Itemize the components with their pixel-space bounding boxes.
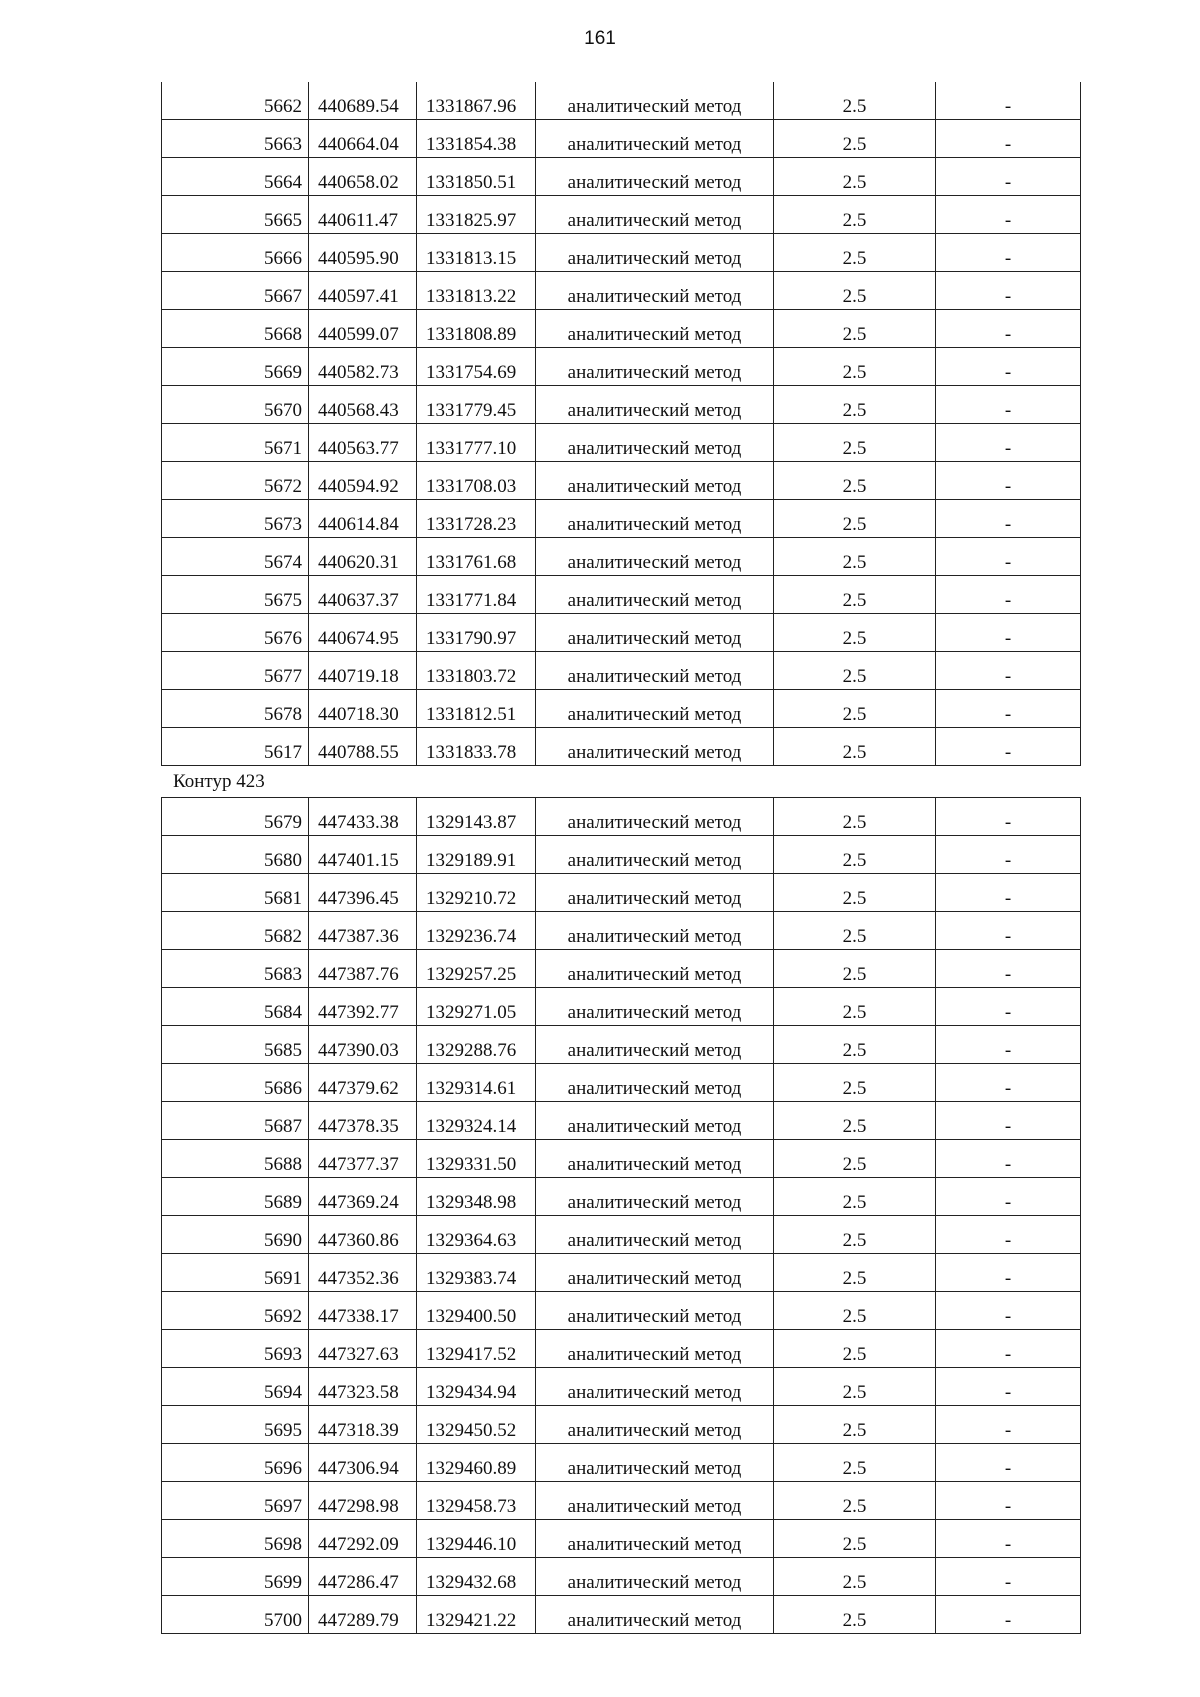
note-cell: - (936, 576, 1081, 614)
y-coordinate-cell: 1331812.51 (417, 690, 536, 728)
table-row (162, 1558, 1081, 1596)
method-cell: аналитический метод (536, 158, 774, 196)
accuracy-cell: 2.5 (774, 1520, 936, 1558)
method-cell: аналитический метод (536, 576, 774, 614)
point-number-cell: 5676 (162, 614, 309, 652)
note-cell: - (936, 234, 1081, 272)
table-row (162, 836, 1081, 874)
method-cell: аналитический метод (536, 950, 774, 988)
note-cell: - (936, 424, 1081, 462)
table-row (162, 234, 1081, 272)
point-number-cell: 5675 (162, 576, 309, 614)
x-coordinate-cell: 447306.94 (309, 1444, 417, 1482)
accuracy-cell: 2.5 (774, 234, 936, 272)
note-cell: - (936, 1444, 1081, 1482)
note-cell: - (936, 1026, 1081, 1064)
x-coordinate-cell: 440718.30 (309, 690, 417, 728)
note-cell: - (936, 158, 1081, 196)
point-number-cell: 5682 (162, 912, 309, 950)
y-coordinate-cell: 1331850.51 (417, 158, 536, 196)
accuracy-cell: 2.5 (774, 576, 936, 614)
accuracy-cell: 2.5 (774, 1596, 936, 1634)
point-number-cell: 5689 (162, 1178, 309, 1216)
y-coordinate-cell: 1329432.68 (417, 1558, 536, 1596)
x-coordinate-cell: 440563.77 (309, 424, 417, 462)
y-coordinate-cell: 1329189.91 (417, 836, 536, 874)
table-row (162, 950, 1081, 988)
note-cell: - (936, 874, 1081, 912)
x-coordinate-cell: 447360.86 (309, 1216, 417, 1254)
method-cell: аналитический метод (536, 1596, 774, 1634)
x-coordinate-cell: 440674.95 (309, 614, 417, 652)
y-coordinate-cell: 1331813.15 (417, 234, 536, 272)
note-cell: - (936, 1140, 1081, 1178)
method-cell: аналитический метод (536, 652, 774, 690)
note-cell: - (936, 950, 1081, 988)
accuracy-cell: 2.5 (774, 950, 936, 988)
y-coordinate-cell: 1329458.73 (417, 1482, 536, 1520)
y-coordinate-cell: 1331808.89 (417, 310, 536, 348)
x-coordinate-cell: 440568.43 (309, 386, 417, 424)
y-coordinate-cell: 1329450.52 (417, 1406, 536, 1444)
x-coordinate-cell: 447396.45 (309, 874, 417, 912)
accuracy-cell: 2.5 (774, 82, 936, 120)
accuracy-cell: 2.5 (774, 690, 936, 728)
x-coordinate-cell: 447379.62 (309, 1064, 417, 1102)
note-cell: - (936, 310, 1081, 348)
point-number-cell: 5687 (162, 1102, 309, 1140)
y-coordinate-cell: 1329143.87 (417, 798, 536, 836)
x-coordinate-cell: 440594.92 (309, 462, 417, 500)
point-number-cell: 5666 (162, 234, 309, 272)
method-cell: аналитический метод (536, 1102, 774, 1140)
x-coordinate-cell: 440597.41 (309, 272, 417, 310)
point-number-cell: 5685 (162, 1026, 309, 1064)
y-coordinate-cell: 1329364.63 (417, 1216, 536, 1254)
accuracy-cell: 2.5 (774, 538, 936, 576)
table-row (162, 1406, 1081, 1444)
point-number-cell: 5700 (162, 1596, 309, 1634)
y-coordinate-cell: 1331803.72 (417, 652, 536, 690)
accuracy-cell: 2.5 (774, 652, 936, 690)
table-row (162, 1368, 1081, 1406)
x-coordinate-cell: 447298.98 (309, 1482, 417, 1520)
method-cell: аналитический метод (536, 614, 774, 652)
note-cell: - (936, 1558, 1081, 1596)
accuracy-cell: 2.5 (774, 462, 936, 500)
coordinates-table-contour (161, 797, 1081, 1634)
x-coordinate-cell: 447390.03 (309, 1026, 417, 1064)
accuracy-cell: 2.5 (774, 1368, 936, 1406)
accuracy-cell: 2.5 (774, 158, 936, 196)
note-cell: - (936, 1064, 1081, 1102)
y-coordinate-cell: 1329400.50 (417, 1292, 536, 1330)
point-number-cell: 5665 (162, 196, 309, 234)
y-coordinate-cell: 1329271.05 (417, 988, 536, 1026)
y-coordinate-cell: 1329446.10 (417, 1520, 536, 1558)
x-coordinate-cell: 440689.54 (309, 82, 417, 120)
y-coordinate-cell: 1331854.38 (417, 120, 536, 158)
point-number-cell: 5683 (162, 950, 309, 988)
note-cell: - (936, 1368, 1081, 1406)
note-cell: - (936, 1406, 1081, 1444)
accuracy-cell: 2.5 (774, 500, 936, 538)
point-number-cell: 5684 (162, 988, 309, 1026)
method-cell: аналитический метод (536, 690, 774, 728)
table-row (162, 538, 1081, 576)
method-cell: аналитический метод (536, 120, 774, 158)
method-cell: аналитический метод (536, 424, 774, 462)
accuracy-cell: 2.5 (774, 1064, 936, 1102)
x-coordinate-cell: 440719.18 (309, 652, 417, 690)
note-cell: - (936, 836, 1081, 874)
method-cell: аналитический метод (536, 196, 774, 234)
y-coordinate-cell: 1331825.97 (417, 196, 536, 234)
y-coordinate-cell: 1331790.97 (417, 614, 536, 652)
note-cell: - (936, 1520, 1081, 1558)
point-number-cell: 5668 (162, 310, 309, 348)
table-row (162, 1482, 1081, 1520)
method-cell: аналитический метод (536, 912, 774, 950)
method-cell: аналитический метод (536, 82, 774, 120)
note-cell: - (936, 1178, 1081, 1216)
y-coordinate-cell: 1331708.03 (417, 462, 536, 500)
table-row (162, 196, 1081, 234)
table-row (162, 652, 1081, 690)
accuracy-cell: 2.5 (774, 1026, 936, 1064)
y-coordinate-cell: 1329348.98 (417, 1178, 536, 1216)
x-coordinate-cell: 447401.15 (309, 836, 417, 874)
method-cell: аналитический метод (536, 1330, 774, 1368)
note-cell: - (936, 728, 1081, 766)
method-cell: аналитический метод (536, 1558, 774, 1596)
y-coordinate-cell: 1331779.45 (417, 386, 536, 424)
note-cell: - (936, 1482, 1081, 1520)
table-row (162, 1026, 1081, 1064)
note-cell: - (936, 1292, 1081, 1330)
method-cell: аналитический метод (536, 798, 774, 836)
x-coordinate-cell: 440620.31 (309, 538, 417, 576)
x-coordinate-cell: 447286.47 (309, 1558, 417, 1596)
x-coordinate-cell: 447327.63 (309, 1330, 417, 1368)
note-cell: - (936, 386, 1081, 424)
accuracy-cell: 2.5 (774, 912, 936, 950)
accuracy-cell: 2.5 (774, 798, 936, 836)
table-row (162, 1596, 1081, 1634)
note-cell: - (936, 1216, 1081, 1254)
x-coordinate-cell: 440599.07 (309, 310, 417, 348)
accuracy-cell: 2.5 (774, 1444, 936, 1482)
method-cell: аналитический метод (536, 1482, 774, 1520)
x-coordinate-cell: 447323.58 (309, 1368, 417, 1406)
note-cell: - (936, 652, 1081, 690)
y-coordinate-cell: 1329460.89 (417, 1444, 536, 1482)
table-row (162, 798, 1081, 836)
table-row (162, 988, 1081, 1026)
method-cell: аналитический метод (536, 1406, 774, 1444)
point-number-cell: 5672 (162, 462, 309, 500)
table-row (162, 1140, 1081, 1178)
x-coordinate-cell: 447289.79 (309, 1596, 417, 1634)
coordinates-table (161, 82, 1081, 766)
point-number-cell: 5690 (162, 1216, 309, 1254)
note-cell: - (936, 798, 1081, 836)
x-coordinate-cell: 447392.77 (309, 988, 417, 1026)
method-cell: аналитический метод (536, 728, 774, 766)
accuracy-cell: 2.5 (774, 1292, 936, 1330)
table-row (162, 386, 1081, 424)
x-coordinate-cell: 447377.37 (309, 1140, 417, 1178)
point-number-cell: 5677 (162, 652, 309, 690)
table-row (162, 1330, 1081, 1368)
point-number-cell: 5696 (162, 1444, 309, 1482)
table-row (162, 348, 1081, 386)
x-coordinate-cell: 440658.02 (309, 158, 417, 196)
point-number-cell: 5692 (162, 1292, 309, 1330)
point-number-cell: 5671 (162, 424, 309, 462)
table-row (162, 158, 1081, 196)
y-coordinate-cell: 1329324.14 (417, 1102, 536, 1140)
table-row (162, 614, 1081, 652)
method-cell: аналитический метод (536, 500, 774, 538)
accuracy-cell: 2.5 (774, 874, 936, 912)
method-cell: аналитический метод (536, 1292, 774, 1330)
table-row (162, 1520, 1081, 1558)
y-coordinate-cell: 1329383.74 (417, 1254, 536, 1292)
table-row (162, 1292, 1081, 1330)
method-cell: аналитический метод (536, 310, 774, 348)
point-number-cell: 5617 (162, 728, 309, 766)
accuracy-cell: 2.5 (774, 1102, 936, 1140)
x-coordinate-cell: 440664.04 (309, 120, 417, 158)
x-coordinate-cell: 440611.47 (309, 196, 417, 234)
point-number-cell: 5674 (162, 538, 309, 576)
note-cell: - (936, 1102, 1081, 1140)
y-coordinate-cell: 1331771.84 (417, 576, 536, 614)
y-coordinate-cell: 1329331.50 (417, 1140, 536, 1178)
point-number-cell: 5667 (162, 272, 309, 310)
method-cell: аналитический метод (536, 386, 774, 424)
y-coordinate-cell: 1329236.74 (417, 912, 536, 950)
table-row (162, 82, 1081, 120)
x-coordinate-cell: 447292.09 (309, 1520, 417, 1558)
y-coordinate-cell: 1331728.23 (417, 500, 536, 538)
y-coordinate-cell: 1331754.69 (417, 348, 536, 386)
table-row (162, 462, 1081, 500)
method-cell: аналитический метод (536, 836, 774, 874)
note-cell: - (936, 1254, 1081, 1292)
point-number-cell: 5664 (162, 158, 309, 196)
x-coordinate-cell: 440582.73 (309, 348, 417, 386)
accuracy-cell: 2.5 (774, 120, 936, 158)
point-number-cell: 5662 (162, 82, 309, 120)
note-cell: - (936, 272, 1081, 310)
point-number-cell: 5681 (162, 874, 309, 912)
point-number-cell: 5678 (162, 690, 309, 728)
point-number-cell: 5693 (162, 1330, 309, 1368)
y-coordinate-cell: 1331777.10 (417, 424, 536, 462)
method-cell: аналитический метод (536, 1140, 774, 1178)
note-cell: - (936, 614, 1081, 652)
point-number-cell: 5670 (162, 386, 309, 424)
x-coordinate-cell: 440614.84 (309, 500, 417, 538)
method-cell: аналитический метод (536, 272, 774, 310)
note-cell: - (936, 690, 1081, 728)
method-cell: аналитический метод (536, 1026, 774, 1064)
x-coordinate-cell: 447433.38 (309, 798, 417, 836)
method-cell: аналитический метод (536, 1444, 774, 1482)
note-cell: - (936, 538, 1081, 576)
note-cell: - (936, 120, 1081, 158)
y-coordinate-cell: 1329421.22 (417, 1596, 536, 1634)
table-row (162, 1064, 1081, 1102)
table-row (162, 1178, 1081, 1216)
note-cell: - (936, 462, 1081, 500)
accuracy-cell: 2.5 (774, 1216, 936, 1254)
x-coordinate-cell: 447387.36 (309, 912, 417, 950)
method-cell: аналитический метод (536, 1368, 774, 1406)
y-coordinate-cell: 1329434.94 (417, 1368, 536, 1406)
note-cell: - (936, 988, 1081, 1026)
y-coordinate-cell: 1331833.78 (417, 728, 536, 766)
method-cell: аналитический метод (536, 462, 774, 500)
point-number-cell: 5673 (162, 500, 309, 538)
point-number-cell: 5688 (162, 1140, 309, 1178)
x-coordinate-cell: 440637.37 (309, 576, 417, 614)
table-row (162, 874, 1081, 912)
note-cell: - (936, 348, 1081, 386)
method-cell: аналитический метод (536, 538, 774, 576)
method-cell: аналитический метод (536, 348, 774, 386)
accuracy-cell: 2.5 (774, 1178, 936, 1216)
point-number-cell: 5663 (162, 120, 309, 158)
accuracy-cell: 2.5 (774, 1330, 936, 1368)
table-row (162, 272, 1081, 310)
accuracy-cell: 2.5 (774, 424, 936, 462)
accuracy-cell: 2.5 (774, 272, 936, 310)
x-coordinate-cell: 447387.76 (309, 950, 417, 988)
note-cell: - (936, 912, 1081, 950)
table-row (162, 1102, 1081, 1140)
table-row (162, 690, 1081, 728)
x-coordinate-cell: 447318.39 (309, 1406, 417, 1444)
contour-label: Контур 423 (173, 771, 265, 792)
point-number-cell: 5699 (162, 1558, 309, 1596)
x-coordinate-cell: 447352.36 (309, 1254, 417, 1292)
y-coordinate-cell: 1329257.25 (417, 950, 536, 988)
y-coordinate-cell: 1329417.52 (417, 1330, 536, 1368)
accuracy-cell: 2.5 (774, 310, 936, 348)
table-row (162, 1216, 1081, 1254)
point-number-cell: 5669 (162, 348, 309, 386)
y-coordinate-cell: 1331761.68 (417, 538, 536, 576)
note-cell: - (936, 500, 1081, 538)
table-row (162, 912, 1081, 950)
x-coordinate-cell: 440788.55 (309, 728, 417, 766)
y-coordinate-cell: 1329210.72 (417, 874, 536, 912)
accuracy-cell: 2.5 (774, 728, 936, 766)
table-row (162, 120, 1081, 158)
table-row (162, 728, 1081, 766)
method-cell: аналитический метод (536, 874, 774, 912)
method-cell: аналитический метод (536, 988, 774, 1026)
method-cell: аналитический метод (536, 1520, 774, 1558)
accuracy-cell: 2.5 (774, 1482, 936, 1520)
method-cell: аналитический метод (536, 1178, 774, 1216)
x-coordinate-cell: 447369.24 (309, 1178, 417, 1216)
point-number-cell: 5691 (162, 1254, 309, 1292)
y-coordinate-cell: 1329314.61 (417, 1064, 536, 1102)
note-cell: - (936, 1596, 1081, 1634)
point-number-cell: 5698 (162, 1520, 309, 1558)
note-cell: - (936, 82, 1081, 120)
accuracy-cell: 2.5 (774, 614, 936, 652)
y-coordinate-cell: 1331813.22 (417, 272, 536, 310)
note-cell: - (936, 196, 1081, 234)
table-row (162, 500, 1081, 538)
method-cell: аналитический метод (536, 1254, 774, 1292)
point-number-cell: 5695 (162, 1406, 309, 1444)
method-cell: аналитический метод (536, 1216, 774, 1254)
table-row (162, 1444, 1081, 1482)
table-row (162, 310, 1081, 348)
point-number-cell: 5686 (162, 1064, 309, 1102)
x-coordinate-cell: 440595.90 (309, 234, 417, 272)
note-cell: - (936, 1330, 1081, 1368)
accuracy-cell: 2.5 (774, 988, 936, 1026)
method-cell: аналитический метод (536, 234, 774, 272)
point-number-cell: 5694 (162, 1368, 309, 1406)
point-number-cell: 5680 (162, 836, 309, 874)
accuracy-cell: 2.5 (774, 836, 936, 874)
x-coordinate-cell: 447378.35 (309, 1102, 417, 1140)
accuracy-cell: 2.5 (774, 196, 936, 234)
point-number-cell: 5679 (162, 798, 309, 836)
table-row (162, 424, 1081, 462)
y-coordinate-cell: 1329288.76 (417, 1026, 536, 1064)
accuracy-cell: 2.5 (774, 348, 936, 386)
accuracy-cell: 2.5 (774, 1558, 936, 1596)
table-row (162, 576, 1081, 614)
accuracy-cell: 2.5 (774, 386, 936, 424)
page-number: 161 (584, 28, 616, 49)
method-cell: аналитический метод (536, 1064, 774, 1102)
x-coordinate-cell: 447338.17 (309, 1292, 417, 1330)
y-coordinate-cell: 1331867.96 (417, 82, 536, 120)
point-number-cell: 5697 (162, 1482, 309, 1520)
table-row (162, 1254, 1081, 1292)
accuracy-cell: 2.5 (774, 1254, 936, 1292)
accuracy-cell: 2.5 (774, 1140, 936, 1178)
accuracy-cell: 2.5 (774, 1406, 936, 1444)
